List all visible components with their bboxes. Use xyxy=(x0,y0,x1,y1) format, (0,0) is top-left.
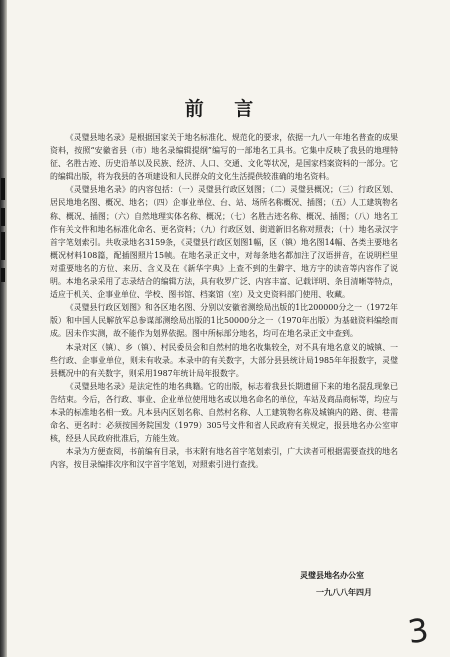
page-title: 前 言 xyxy=(184,98,266,120)
signature-organization: 灵璧县地名办公室 xyxy=(300,570,364,580)
binding-mark xyxy=(1,208,5,226)
paragraph: 《灵璧县行政区划图》和各区地名图、分别以安徽省测绘局出版的1比200000分之一（1972年版）和中国人民解放军总参谋部测绘局出版的1比50000分之一（1970年出版）为基础资料编绘而成。因未作实测，故不能作为划界依据。图中所标部分地名，均可在地名录正文中查到。 xyxy=(50,303,398,339)
binding-mark xyxy=(1,178,5,200)
paragraph: 本录对区（镇）、乡（镇）、村民委员会和自然村的地名收集较全，对不具有地名意义的城镇、一些行政、企事业单位，则未有收录。本录中的有关数字，大部分县县统计局1985年年报数字，灵璧县概况中的有关数字，则采用1987年统计局年报数字。 xyxy=(50,342,398,378)
paragraph: 《灵璧县地名录》是法定性的地名典籍。它的出版，标志着我县长期遗留下来的地名混乱现象已告结束。今后，各行政、事业、企业单位使用地名或以地名命名的单位，车站及商品商标等，均应与本录的标准地名相一致。凡本县内区划名称、自然村名称、人工建筑物名称及城镇内的路、街、巷需命名、更名时：必须按国务院国发（1979）305号文件和省人民政府有关规定，报县地名办公室审核，经县人民政府批准后，方能生效。 xyxy=(50,381,398,444)
preface-body xyxy=(50,131,398,471)
paragraph: 本录为方便查阅，书前编有目录，书末附有地名首字笔划索引，广大读者可根据需要查找的地名内容，按目录编排次序和汉字首字笔划，对照索引进行查找。 xyxy=(50,447,398,470)
paragraph: 《灵璧县地名录》的内容包括：（一）灵璧县行政区划图；（二）灵璧县概况；（三）行政区划、居民地地名图、概况、地名；（四）企事业单位、台、站、场所名称概况、插图；（五）人工建筑物名称、概况、插图；（六）自然地理实体名称、概况；（七）名胜古迹名称、概况、插图；（八）地名工作有关文件和地名标准化命名、更名资料；（九）行政区划、街道新旧名称对照表；（十）地名录汉字首字笔划索引。共收录地名3159条，《灵璧县行政区划图1幅，区（镇）地名图14幅、各类主要地名概况材料108篇，配插图照片15帧。在地名录正文中，对每条地名都加注了汉语拼音，在说明栏里对重要地名的方位、来历、含义及在《新华字典》上查不到的生僻字、地方字的读音等内容作了说明。本地名录采用了志录结合的编辑方法，具有收罗广泛、内容丰富、记载详明、条目清晰等特点，适应于机关、企事业单位、学校、图书馆、档案馆（室）及文史资料部门使用、收藏。 xyxy=(50,185,398,300)
binding-mark xyxy=(1,232,5,260)
page-number: 3 xyxy=(405,610,431,652)
binding-mark xyxy=(1,268,5,282)
signature-date: 一九八八年四月 xyxy=(316,587,372,597)
paragraph: 《灵璧县地名录》是根据国家关于地名标准化、规范化的要求，依据一九八一年地名普查的成果资料，按照“安徽省县（市）地名录编辑提纲”编写的一部地名工具书。它集中反映了我县的地理特征、名胜古迹、历史沿革以及民族、经济、人口、交通、文化等状况，是国家档案资料的一部分。它的编辑出版，将为我县的各项建设和人民群众的文化生活提供较准确的地名资料。 xyxy=(50,133,398,182)
